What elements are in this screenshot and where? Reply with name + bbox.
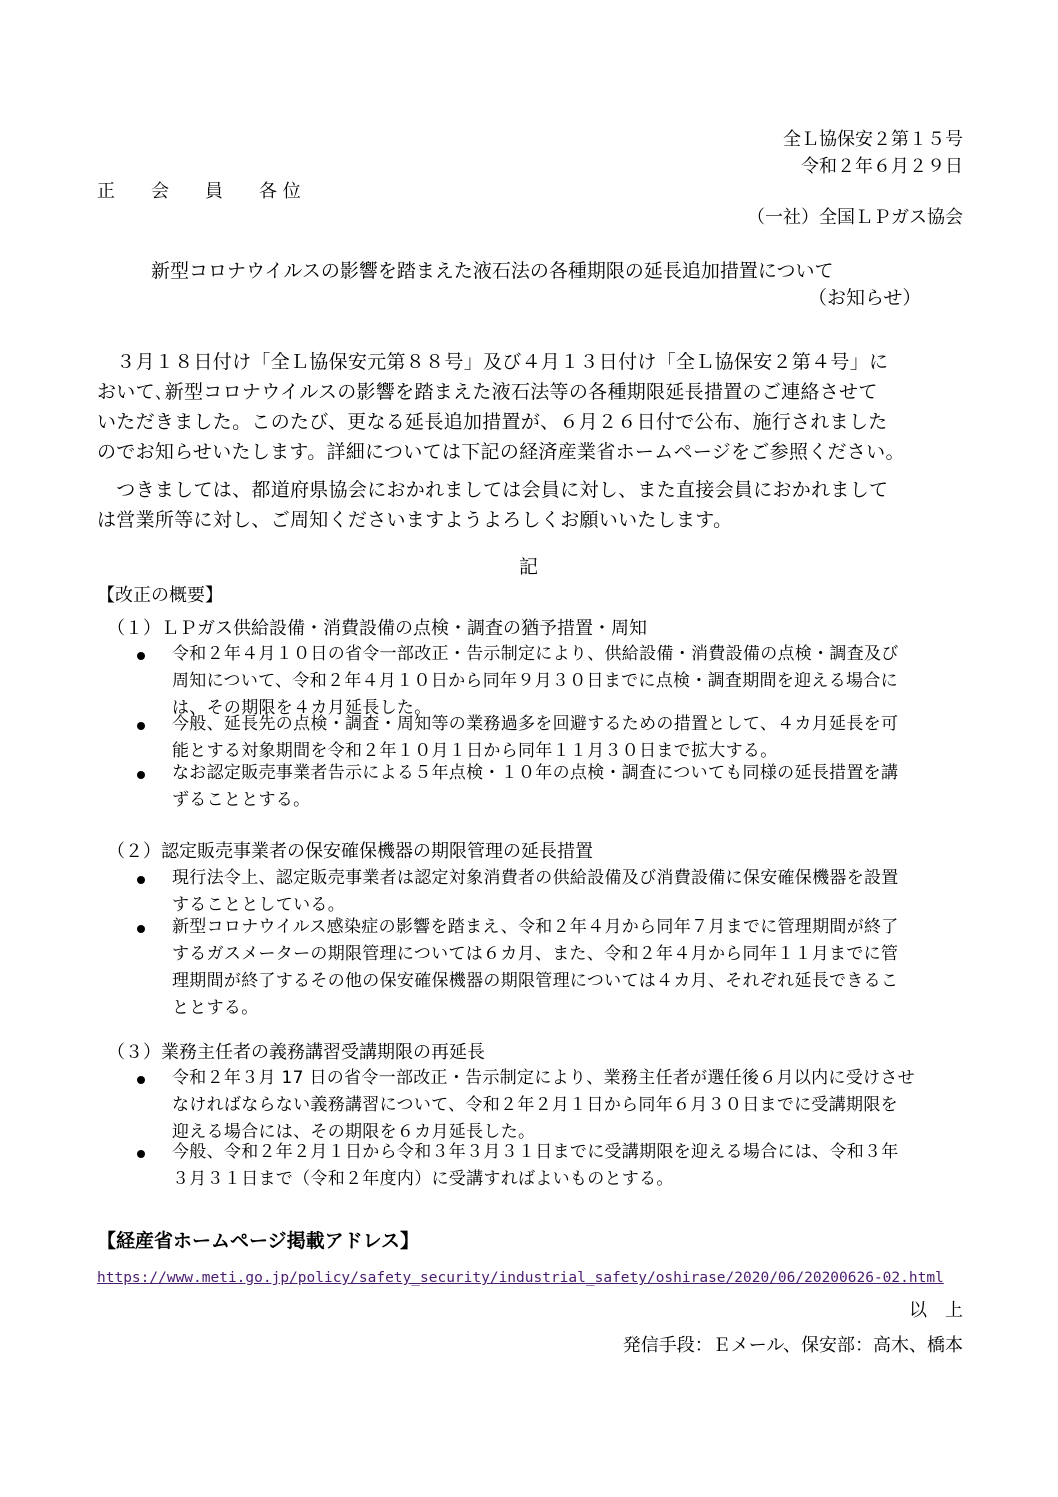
bullet-line: 能とする対象期間を令和２年１０月１日から同年１１月３０日まで拡大する。 [172,741,778,761]
bullet-line: 迎える場合には、その期限を６カ月延長した。 [172,1122,536,1142]
section-3-bullet-1 [172,1065,915,1146]
bullet-line: なお認定販売事業者告示による５年点検・１０年の点検・調査についても同様の延長措置を講 [172,763,899,783]
section-1-bullet-2 [172,711,898,765]
section-heading-2: （２）認定販売事業者の保安確保機器の期限管理の延長措置 [107,841,593,862]
bullet-line: 新型コロナウイルス感染症の影響を踏まえ、令和２年４月から同年７月までに管理期間が終了 [172,917,899,937]
recipient: 正 会 員 各 位 [97,181,301,202]
intro-line: いただきました。このたび、更なる延長追加措置が、６月２６日付で公布、施行されました [97,411,888,433]
meti-homepage-link[interactable]: https://www.meti.go.jp/policy/safety_security/industrial_safety/oshirase/2020/06/20200626-02.html [97,1270,944,1286]
section-2-bullet-2 [172,914,899,1022]
bullet-icon [137,876,145,884]
contact-info: 発信手段：Ｅメール、保安部：高木、橋本 [622,1335,963,1356]
intro-line: は営業所等に対し、ご周知くださいますようよろしくお願いいたします。 [97,509,733,531]
bullet-line: ととする。 [172,998,259,1018]
intro-paragraph-2 [97,475,965,535]
document-title-sub: （お知らせ） [808,287,922,309]
bullet-line: することとしている。 [172,895,345,915]
section-3-bullet-2 [172,1139,899,1193]
bullet-line: 今般、令和２年２月１日から令和３年３月３１日までに受講期限を迎える場合には、令和３年 [172,1142,899,1162]
intro-line: ３月１８日付け「全Ｌ協保安元第８８号」及び４月１３日付け「全Ｌ協保安２第４号」に [97,351,889,373]
bullet-line: 令和２年３月 17 日の省令一部改正・告示制定により、業務主任者が選任後６月以内に受けさせ [172,1068,915,1088]
bullet-line: 周知について、令和２年４月１０日から同年９月３０日までに点検・調査期間を迎える場合に [172,671,898,691]
bullet-icon [137,771,145,779]
bullet-line: ずることとする。 [172,790,311,810]
intro-paragraph-1 [97,347,965,467]
bullet-line: 理期間が終了するその他の保安確保機器の期限管理については４カ月、それぞれ延長できるこ [172,971,899,991]
bullet-icon [137,925,145,933]
document-date: 令和２年６月２９日 [801,156,963,177]
section-1-bullet-1 [172,641,899,722]
homepage-heading: 【経産省ホームページ掲載アドレス】 [97,1230,420,1252]
intro-line: のでお知らせいたします。詳細については下記の経済産業省ホームページをご参照ください。 [97,441,905,463]
ijo-closing: 以 上 [909,1300,963,1321]
sender: （一社）全国ＬＰガス協会 [747,207,963,228]
ki-mark: 記 [519,556,539,578]
bullet-line: 令和２年４月１０日の省令一部改正・告示制定により、供給設備・消費設備の点検・調査及び [172,644,899,664]
bullet-line: するガスメーターの期限管理については６カ月、また、令和２年４月から同年１１月までに管 [172,944,899,964]
document-title: 新型コロナウイルスの影響を踏まえた液石法の各種期限の延長追加措置について [151,260,834,282]
bullet-icon [137,652,145,660]
summary-heading: 【改正の概要】 [97,585,223,606]
bullet-icon [137,1150,145,1158]
bullet-line: 今般、延長先の点検・調査・周知等の業務過多を回避するための措置として、４カ月延長を可 [172,714,899,734]
section-1-bullet-3 [172,760,898,814]
bullet-icon [137,1076,145,1084]
bullet-line: ３月３１日まで（令和２年度内）に受講すればよいものとする。 [172,1169,674,1189]
bullet-line: 現行法令上、認定販売事業者は認定対象消費者の供給設備及び消費設備に保安確保機器を設置 [172,868,899,888]
intro-line: つきましては、都道府県協会におかれましては会員に対し、また直接会員におかれまして [97,479,889,501]
document-number: 全Ｌ協保安２第１５号 [783,129,963,150]
section-heading-1: （１）ＬＰガス供給設備・消費設備の点検・調査の猶予措置・周知 [107,618,647,639]
section-heading-3: （３）業務主任者の義務講習受講期限の再延長 [107,1042,485,1063]
bullet-line: は、その期限を４カ月延長した。 [172,698,432,718]
bullet-icon [137,722,145,730]
intro-line: おいて､新型コロナウイルスの影響を踏まえた液石法等の各種期限延長措置のご連絡させて [97,381,878,403]
section-2-bullet-1 [172,865,899,919]
bullet-line: なければならない義務講習について、令和２年２月１日から同年６月３０日までに受講期限を [172,1095,898,1115]
